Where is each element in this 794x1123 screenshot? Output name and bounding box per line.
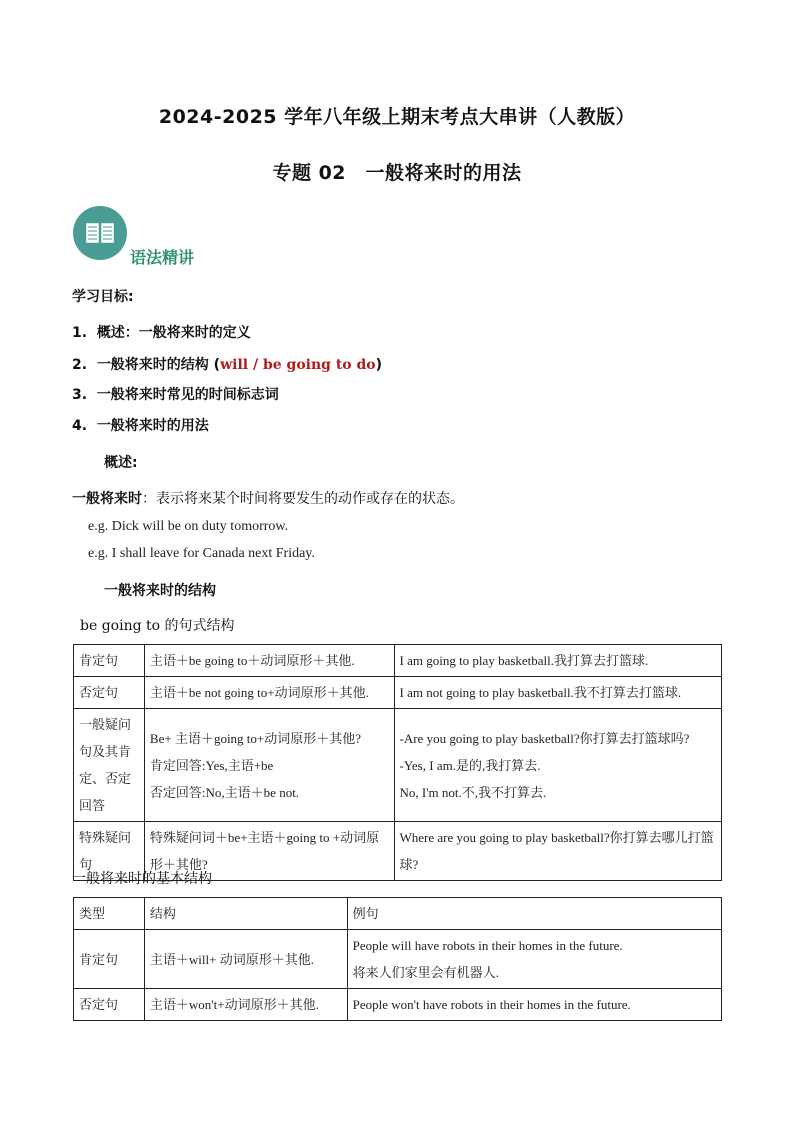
page-subtitle: 专题 02 一般将来时的用法 [272,162,522,184]
goal-item-3: 3. 一般将来时常见的时间标志词 [72,387,279,403]
goal-item-1: 1. 概述：一般将来时的定义 [72,325,251,341]
goal-item-4: 4. 一般将来时的用法 [72,418,209,434]
table-row [74,645,722,677]
table-row [74,677,722,709]
goal-item-2: 2. 一般将来时的结构 (will / be going to do) [72,357,383,373]
structure-heading: 一般将来时的结构 [104,583,216,599]
cell-type: 特殊疑问句 [74,822,145,881]
goals-heading: 学习目标: [72,289,134,305]
header-structure: 结构 [144,898,347,930]
table-row [74,709,722,822]
cell-type: 肯定句 [74,930,145,989]
cell-structure: 主语＋will+ 动词原形＋其他. [144,930,347,989]
be-going-to-table [73,644,722,881]
cell-example: People will have robots in their homes in the future. 将来人们家里会有机器人. [347,930,721,989]
cell-structure: 主语＋be not going to+动词原形＋其他. [144,677,394,709]
cell-type: 否定句 [74,677,145,709]
cell-example: -Are you going to play basketball?你打算去打篮球吗? -Yes, I am.是的,我打算去. No, I'm not.不,我不打算去. [394,709,722,822]
table-row [74,989,722,1021]
cell-structure: 主语＋be going to＋动词原形＋其他. [144,645,394,677]
will-table [73,897,722,1021]
cell-type: 一般疑问句及其肯定、否定回答 [74,709,145,822]
example-1: e.g. Dick will be on duty tomorrow. [88,519,289,534]
cell-example: People won't have robots in their homes in the future. [347,989,721,1021]
be-going-to-caption: be going to 的句式结构 [80,618,235,634]
cell-example: I am not going to play basketball.我不打算去打篮球. [394,677,722,709]
table-row [74,930,722,989]
example-2: e.g. I shall leave for Canada next Friday. [88,546,315,561]
cell-type: 肯定句 [74,645,145,677]
cell-structure: 主语＋won't+动词原形＋其他. [144,989,347,1021]
cell-structure: 特殊疑问词＋be+主语＋going to +动词原形＋其他? [144,822,394,881]
page-title: 2024-2025 学年八年级上期末考点大串讲（人教版） [158,106,636,128]
overview-heading: 概述: [104,455,138,471]
section-label: 语法精讲 [130,248,195,267]
goal-item-2-highlight: will / be going to do [220,357,376,373]
cell-type: 否定句 [74,989,145,1021]
overview-definition: 一般将来时：表示将来某个时间将要发生的动作或存在的状态。 [72,491,464,507]
header-type: 类型 [74,898,145,930]
header-example: 例句 [347,898,721,930]
table-header-row [74,898,722,930]
cell-example: I am going to play basketball.我打算去打篮球. [394,645,722,677]
cell-structure: Be+ 主语＋going to+动词原形＋其他? 肯定回答:Yes,主语+be 否定回答:No,主语＋be not. [144,709,394,822]
will-caption: 一般将来时的基本结构 [72,871,212,887]
cell-example: Where are you going to play basketball?你打算去哪儿打篮球? [394,822,722,881]
book-icon [73,206,127,260]
